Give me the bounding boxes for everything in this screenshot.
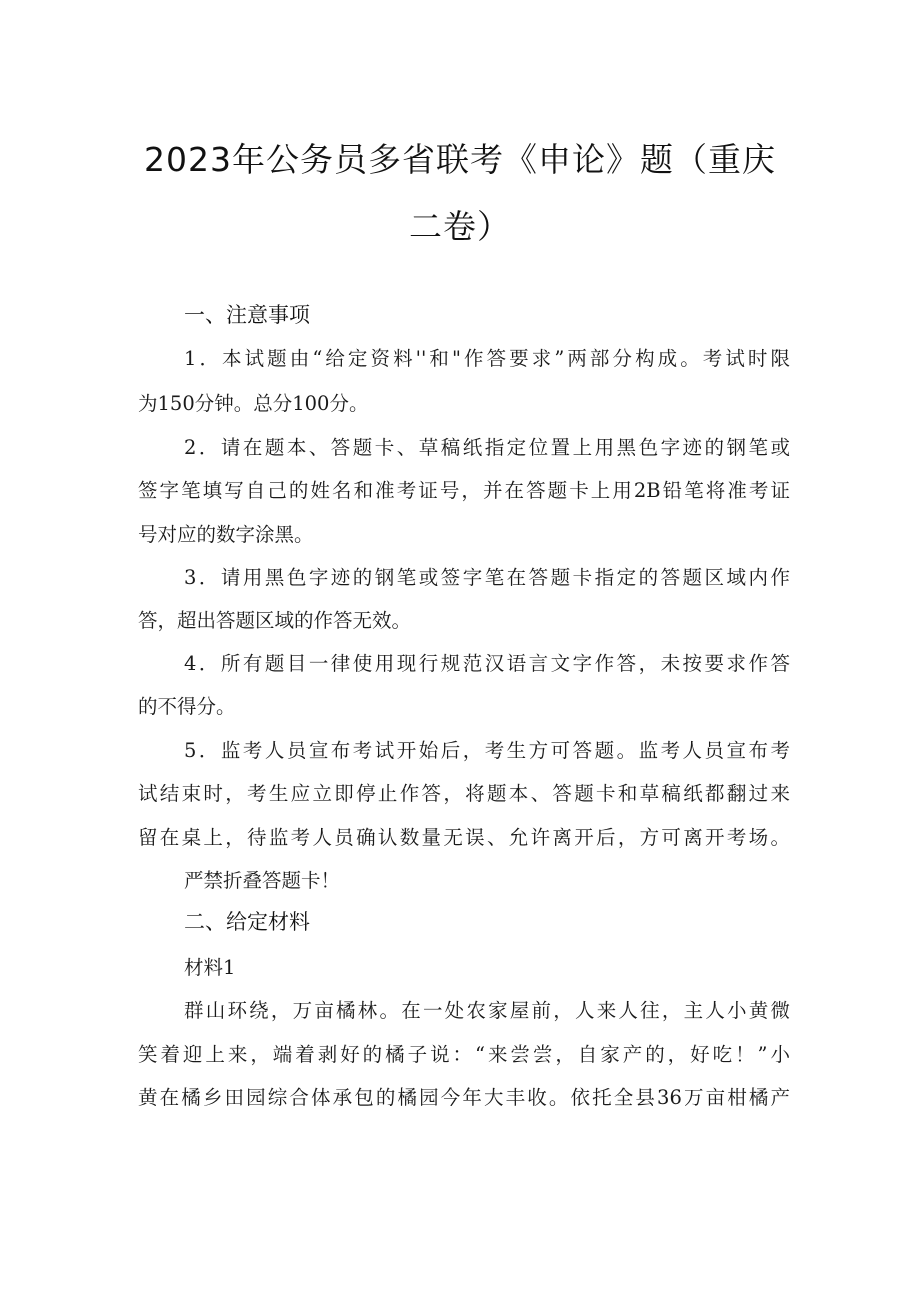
- section-heading-materials: 二、给定材料: [184, 910, 310, 934]
- material-paragraph-line-3: 黄在橘乡田园综合体承包的橘园今年大丰收。依托全县36万亩柑橘产: [138, 1086, 790, 1109]
- warning-text: 严禁折叠答题卡！: [184, 869, 341, 892]
- notice-item-2-line-1: 2．请在题本、答题卡、草稿纸指定位置上用黑色字迹的钢笔或: [184, 436, 790, 459]
- material-paragraph-line-1: 群山环绕，万亩橘林。在一处农家屋前，人来人往，主人小黄微: [184, 999, 790, 1022]
- notice-item-1-line-2: 为150分钟。总分100分。: [138, 392, 369, 415]
- material-paragraph-line-2: 笑着迎上来，端着剥好的橘子说：“来尝尝，自家产的，好吃！”小: [138, 1043, 790, 1066]
- section-heading-notes: 一、注意事项: [184, 303, 310, 327]
- document-title-line-2: 二卷）: [409, 207, 511, 246]
- notice-item-2-line-2: 签字笔填写自己的姓名和准考证号，并在答题卡上用2B铅笔将准考证: [138, 479, 790, 502]
- notice-item-5-line-3: 留在桌上，待监考人员确认数量无误、允许离开后，方可离开考场。: [138, 826, 790, 849]
- notice-item-1-line-1: 1．本试题由“给定资料''和"作答要求”两部分构成。考试时限: [184, 347, 790, 370]
- notice-item-2-line-3: 号对应的数字涂黑。: [138, 523, 314, 546]
- notice-item-3-line-2: 答，超出答题区域的作答无效。: [138, 609, 412, 632]
- notice-item-4-line-1: 4．所有题目一律使用现行规范汉语言文字作答，未按要求作答: [184, 652, 790, 675]
- material-label: 材料1: [184, 956, 236, 979]
- notice-item-5-line-1: 5．监考人员宣布考试开始后，考生方可答题。监考人员宣布考: [184, 739, 790, 762]
- notice-item-4-line-2: 的不得分。: [138, 695, 236, 718]
- notice-item-3-line-1: 3．请用黑色字迹的钢笔或签字笔在答题卡指定的答题区域内作: [184, 566, 790, 589]
- document-title-line-1: 2023年公务员多省联考《申论》题（重庆: [144, 140, 776, 179]
- notice-item-5-line-2: 试结束时，考生应立即停止作答，将题本、答题卡和草稿纸都翻过来: [138, 782, 790, 805]
